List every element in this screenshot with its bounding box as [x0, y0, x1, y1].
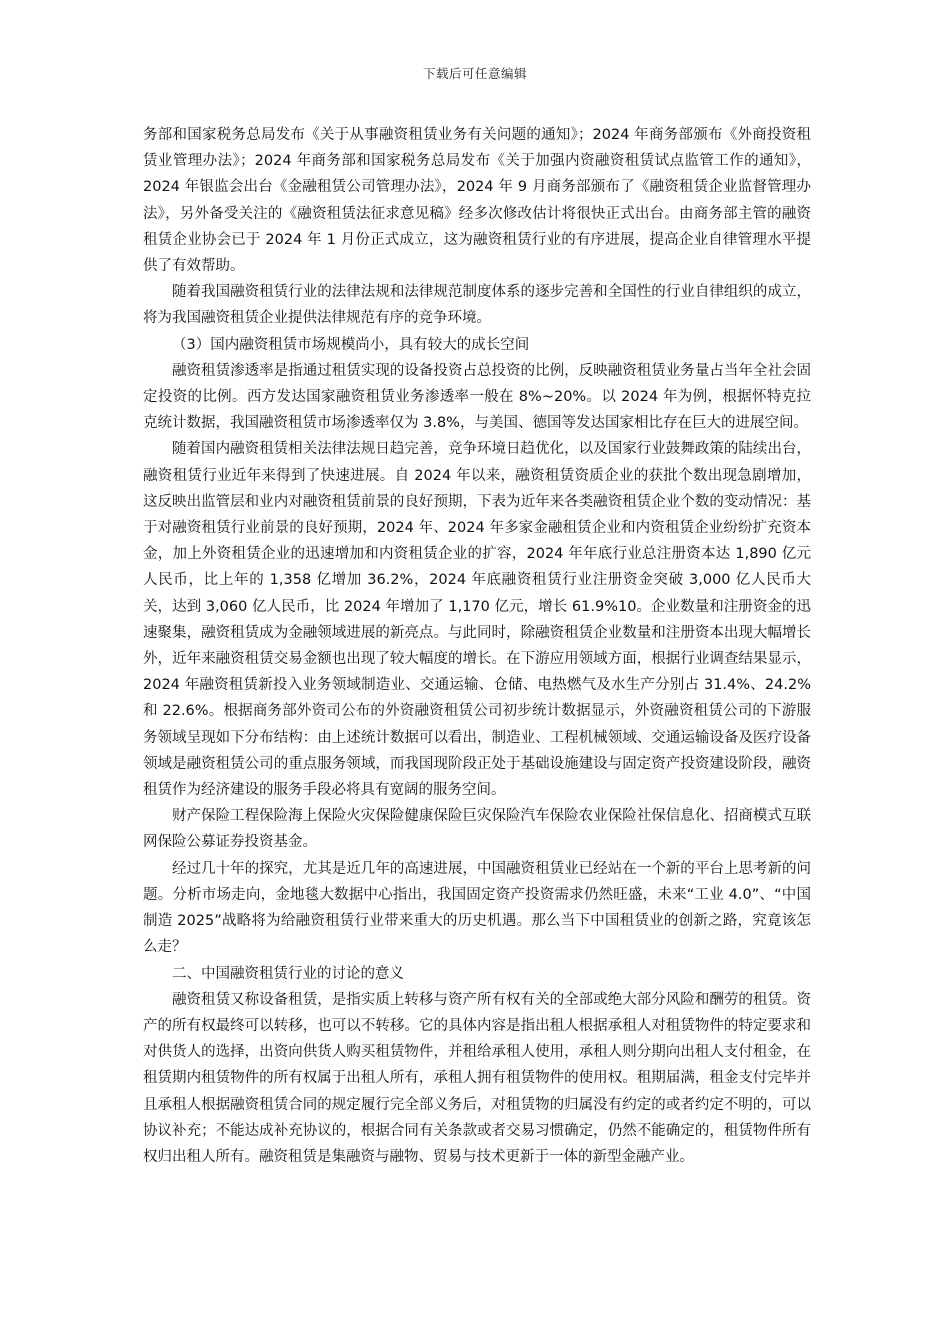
paragraph: 务部和国家税务总局发布《关于从事融资租赁业务有关问题的通知》；2024 年商务部颁布《外商投资租赁业管理办法》；2024 年商务部和国家税务总局发布《关于加强内资融资租赁试点监管工作的通知》，2024 年银监会出台《金融租赁公司管理办法》，2024 年 9 月商务部颁布了《融资租赁企业监督管理办法》，另外备受关注的《融资租赁法征求意见稿》经多次修改估计将很快正式出台。由商务部主管的融资租赁企业协会已于 2024 年 1 月份正式成立，这为融资租赁行业的有序进展，提高企业自律管理水平提供了有效帮助。 [143, 127, 811, 275]
paragraph: 随着我国融资租赁行业的法律法规和法律规范制度体系的逐步完善和全国性的行业自律组织的成立，将为我国融资租赁企业提供法律规范有序的竞争环境。 [143, 284, 811, 327]
paragraph: 财产保险工程保险海上保险火灾保险健康保险巨灾保险汽车保险农业保险社保信息化、招商模式互联网保险公募证券投资基金。 [143, 808, 811, 851]
page-header: 下载后可任意编辑 [422, 66, 527, 81]
document-body [143, 122, 811, 1170]
section-heading: 二、中国融资租赁行业的讨论的意义 [172, 965, 404, 982]
paragraph: 融资租赁渗透率是指通过租赁实现的设备投资占总投资的比例，反映融资租赁业务量占当年全社会固定投资的比例。西方发达国家融资租赁业务渗透率一般在 8%~20%。以 2024 年为例，根据怀特克拉克统计数据，我国融资租赁市场渗透率仅为 3.8%，与美国、德国等发达国家相比存在巨大的进展空间。 [143, 362, 811, 432]
section-subheading: （3）国内融资租赁市场规模尚小，具有较大的成长空间 [172, 336, 530, 353]
paragraph: 经过几十年的探究，尤其是近几年的高速进展，中国融资租赁业已经站在一个新的平台上思考新的问题。分析市场走向，金地毯大数据中心指出，我国固定资产投资需求仍然旺盛，未来“工业 4.0”、“中国制造 2025”战略将为给融资租赁行业带来重大的历史机遇。那么当下中国租赁业的创新之路，究竟该怎么走？ [143, 860, 811, 956]
paragraph: 随着国内融资租赁相关法律法规日趋完善，竞争环境日趋优化，以及国家行业鼓舞政策的陆续出台，融资租赁行业近年来得到了快速进展。自 2024 年以来，融资租赁资质企业的获批个数出现急剧增加，这反映出监管层和业内对融资租赁前景的良好预期，下表为近年来各类融资租赁企业个数的变动情况：基于对融资租赁行业前景的良好预期，2024 年、2024 年多家金融租赁企业和内资租赁企业纷纷扩充资本金，加上外资租赁企业的迅速增加和内资租赁企业的扩容，2024 年年底行业总注册资本达 1,890 亿元人民币，比上年的 1,358 亿增加 36.2%，2024 年底融资租赁行业注册资金突破 3,000 亿人民币大关，达到 3,060 亿人民币，比 2024 年增加了 1,170 亿元，增长 61.9%10。企业数量和注册资金的迅速聚集，融资租赁成为金融领域进展的新亮点。与此同时，除融资租赁企业数量和注册资本出现大幅增长外，近年来融资租赁交易金额也出现了较大幅度的增长。在下游应用领域方面，根据行业调查结果显示，2024 年融资租赁新投入业务领域制造业、交通运输、仓储、电热燃气及水生产分别占 31.4%、24.2%和 22.6%。根据商务部外资司公布的外资融资租赁公司初步统计数据显示，外资融资租赁公司的下游服务领域呈现如下分布结构：由上述统计数据可以看出，制造业、工程机械领域、交通运输设备及医疗设备领域是融资租赁公司的重点服务领域，而我国现阶段正处于基础设施建设与固定资产投资建设阶段，融资租赁作为经济建设的服务手段必将具有宽阔的服务空间。 [143, 441, 811, 799]
paragraph: 融资租赁又称设备租赁，是指实质上转移与资产所有权有关的全部或绝大部分风险和酬劳的租赁。资产的所有权最终可以转移，也可以不转移。它的具体内容是指出租人根据承租人对租赁物件的特定要求和对供货人的选择，出资向供货人购买租赁物件，并租给承租人使用，承租人则分期向出租人支付租金，在租赁期内租赁物件的所有权属于出租人所有，承租人拥有租赁物件的使用权。租期届满，租金支付完毕并且承租人根据融资租赁合同的规定履行完全部义务后，对租赁物的归属没有约定的或者约定不明的，可以协议补充；不能达成补充协议的，根据合同有关条款或者交易习惯确定，仍然不能确定的，租赁物件所有权归出租人所有。融资租赁是集融资与融物、贸易与技术更新于一体的新型金融产业。 [143, 991, 811, 1165]
